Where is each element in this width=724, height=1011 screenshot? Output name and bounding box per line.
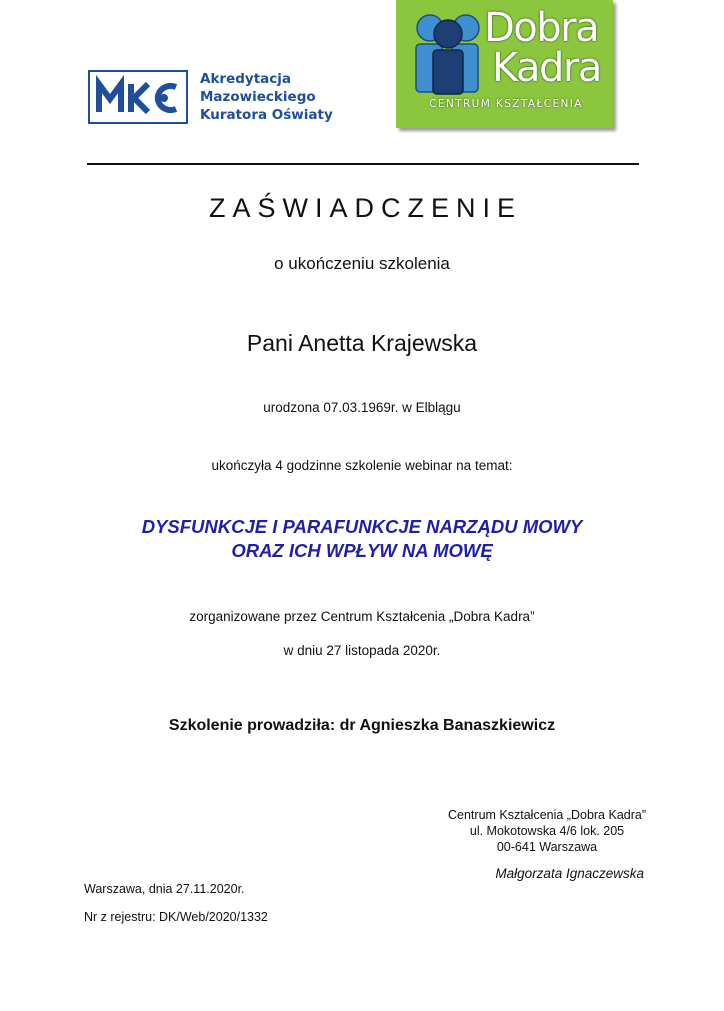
organizer-name: Centrum Kształcenia „Dobra Kadra” (448, 808, 646, 822)
mko-mark-icon (90, 72, 186, 122)
organizer-street: ul. Mokotowska 4/6 lok. 205 (469, 824, 625, 838)
training-topic-line-1: DYSFUNKCJE I PARAFUNKCJE NARZĄDU MOWY (141, 516, 583, 537)
certificate-subtitle: o ukończeniu szkolenia (274, 254, 450, 273)
mko-logo (88, 70, 188, 124)
completion-statement: ukończyła 4 godzinne szkolenie webinar na temat: (211, 458, 513, 473)
organizer-statement: zorganizowane przez Centrum Kształcenia „Dobra Kadra” (189, 609, 535, 624)
accreditation-text (200, 70, 350, 124)
header-divider (87, 163, 639, 165)
organizer-logo-subtitle: CENTRUM KSZTAŁCENIA (429, 98, 583, 110)
dobra-kadra-logo (396, 0, 613, 128)
training-topic-line-2: ORAZ ICH WPŁYW NA MOWĘ (231, 540, 493, 561)
dobra-word: Dobra (484, 5, 599, 51)
training-date: w dniu 27 listopada 2020r. (283, 643, 441, 658)
registry-number: Nr z rejestru: DK/Web/2020/1332 (84, 910, 268, 924)
signer-name: Małgorzata Ignaczewska (495, 866, 644, 881)
certificate-title: ZAŚWIADCZENIE (208, 193, 522, 223)
accreditation-line-3: Kuratora Oświaty (200, 107, 333, 123)
kadra-word: Kadra (492, 45, 601, 91)
accreditation-line-1: Akredytacja (200, 71, 292, 87)
training-topic (0, 515, 724, 563)
organizer-city: 00-641 Warszawa (496, 840, 598, 854)
birth-info: urodzona 07.03.1969r. w Elblągu (263, 400, 461, 415)
organizer-address (440, 807, 654, 855)
issue-place-date: Warszawa, dnia 27.11.2020r. (84, 882, 245, 896)
trainer-statement: Szkolenie prowadziła: dr Agnieszka Banaszkiewicz (168, 717, 556, 734)
recipient-name: Pani Anetta Krajewska (246, 330, 478, 356)
accreditation-line-2: Mazowieckiego (200, 89, 316, 105)
